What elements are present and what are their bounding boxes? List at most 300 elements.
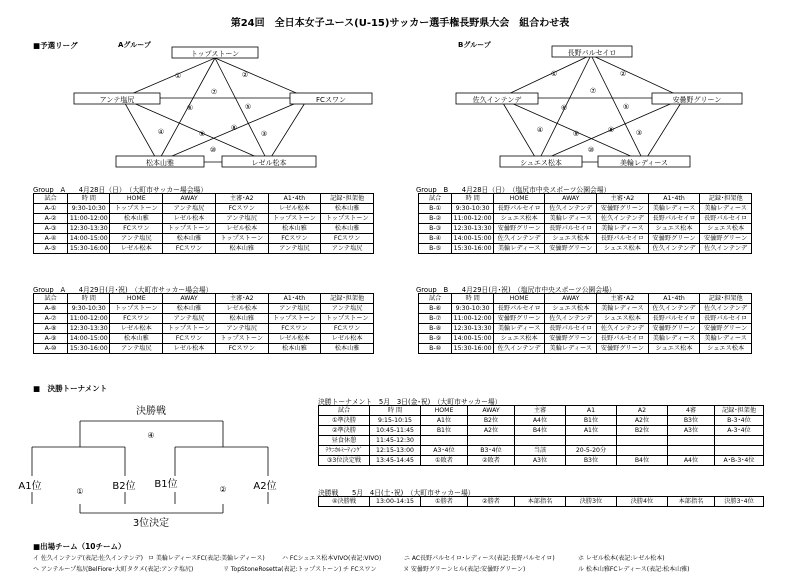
- table-row: [319, 497, 764, 507]
- column-header: 記録･担架他: [321, 194, 374, 204]
- table-cell: FCスワン: [110, 314, 163, 324]
- table-cell: B1位: [421, 426, 468, 436]
- table-cell: 松本山雅: [110, 214, 163, 224]
- table-cell: シュエス松本: [700, 344, 752, 354]
- table-cell: 松本山雅: [110, 334, 163, 344]
- table-cell: A-⑦: [34, 314, 68, 324]
- column-header: 時 間: [452, 294, 493, 304]
- table-cell: 決勝3･4位: [715, 497, 764, 507]
- table-cell: A-⑧: [34, 324, 68, 334]
- column-header: 記録･担架他: [715, 406, 764, 416]
- seed-b2: B2位: [112, 481, 136, 492]
- table-cell: 美輪レディース: [493, 244, 545, 254]
- column-header: 時 間: [370, 406, 421, 416]
- table-cell: FCスワン: [163, 244, 216, 254]
- table-cell: 長野パルセイロ: [545, 224, 597, 234]
- team-entry: ハ FCシュエス松本VIVO(表記:VIVO): [282, 555, 382, 562]
- column-header: AWAY: [163, 294, 216, 304]
- table-cell: 佐久インテンデ: [700, 244, 752, 254]
- table-cell: A1位: [566, 426, 617, 436]
- table-cell: 佐久インテンデ: [545, 314, 597, 324]
- table-cell: アンテ塩尻: [215, 324, 268, 334]
- third-place-label: 3位決定: [132, 518, 170, 529]
- table-cell: シュエス松本: [493, 334, 545, 344]
- table-cell: 松本山雅: [215, 314, 268, 324]
- group-b-teams: [456, 46, 742, 167]
- edge-label: ②: [619, 70, 627, 78]
- table-row: [34, 214, 374, 224]
- table-row: [34, 224, 374, 234]
- teams-line-2: [33, 564, 689, 573]
- table-row: [419, 244, 752, 254]
- table-cell: レゼル松本: [163, 344, 216, 354]
- table-cell: 長野パルセイロ: [545, 324, 597, 334]
- table-row: [419, 204, 752, 214]
- table-b2-caption: Group B 4月29日(月･祝) （塩尻市中央スポーツ公園会場）: [416, 286, 616, 294]
- table-cell: A4位: [668, 456, 715, 466]
- table-cell: 11:00-12:00: [68, 214, 110, 224]
- table-cell: 美輪レディース: [597, 304, 649, 314]
- column-header: 時 間: [452, 194, 493, 204]
- table-cell: [617, 436, 668, 446]
- table-cell: [515, 436, 566, 446]
- table-row: [319, 456, 764, 466]
- table-cell: B-⑤: [419, 244, 452, 254]
- table-cell: 15:30-16:00: [453, 345, 492, 352]
- table-cell: 12:30-13:30: [453, 325, 492, 332]
- edge-label: ④: [536, 126, 544, 134]
- group-b-day2-table: [418, 293, 752, 354]
- table-row: [419, 324, 752, 334]
- table-cell: トップストーン: [321, 314, 374, 324]
- table-cell: 長野パルセイロ: [597, 334, 649, 344]
- table-cell: A2位: [468, 426, 515, 436]
- table-cell: 安曇野グリーン: [700, 324, 752, 334]
- final-caption: 決勝戦 5月 4日(土･祝) （大町市サッカー場）: [318, 489, 475, 497]
- column-header: 記録･担架他: [321, 294, 374, 304]
- table-row: [34, 344, 374, 354]
- table-cell: 佐久インテンデ: [545, 204, 597, 214]
- table-cell: A-①: [34, 204, 68, 214]
- column-header: HOME: [493, 194, 545, 204]
- team-entry: リ TopStoneRosetta(表記:トップストーン): [223, 566, 342, 573]
- column-header: HOME: [421, 406, 468, 416]
- team-box: 長野パルセイロ: [567, 49, 617, 57]
- table-cell: 長野パルセイロ: [648, 214, 700, 224]
- tournament-heading: ■ 決勝トーナメント: [33, 384, 108, 393]
- column-header: 試合: [419, 294, 452, 304]
- table-cell: レゼル松本: [215, 224, 268, 234]
- table-cell: 安曇野グリーン: [493, 224, 545, 234]
- table-cell: シュエス松本: [597, 244, 649, 254]
- table-cell: A･B-3･4位: [715, 456, 764, 466]
- table-cell: 12:30-13:30: [453, 225, 492, 232]
- table-cell: 佐久インテンデ: [700, 304, 752, 314]
- table-row: [319, 416, 764, 426]
- team-box: 美輪レディース: [619, 159, 669, 167]
- table-cell: B-②: [419, 214, 452, 224]
- table-cell: 松本山雅: [268, 224, 321, 234]
- table-cell: 20-5-20分: [566, 446, 617, 456]
- table-cell: アンテ塩尻: [110, 234, 163, 244]
- column-header: AWAY: [545, 294, 597, 304]
- table-cell: FCスワン: [110, 224, 163, 234]
- table-cell: 決勝4位: [617, 497, 668, 507]
- table-cell: A-⑩: [34, 344, 68, 354]
- table-cell: B-⑥: [419, 304, 452, 314]
- table-cell: A3･4位: [421, 446, 468, 456]
- table-row: [34, 324, 374, 334]
- table-cell: トップストーン: [163, 324, 216, 334]
- table-cell: 長野パルセイロ: [700, 214, 752, 224]
- table-cell: 松本山雅: [321, 344, 374, 354]
- table-cell: 長野パルセイロ: [493, 304, 545, 314]
- table-cell: トップストーン: [163, 224, 216, 234]
- table-cell: アンテ塩尻: [321, 304, 374, 314]
- table-cell: FCスワン: [163, 334, 216, 344]
- table-cell: 9:30-10:30: [68, 304, 110, 314]
- table-cell: アンテ塩尻: [163, 314, 216, 324]
- table-cell: シュエス松本: [493, 214, 545, 224]
- table-cell: レゼル松本: [268, 334, 321, 344]
- table-cell: 松本山雅: [268, 344, 321, 354]
- group-b-diagram: [448, 44, 748, 174]
- table-cell: 佐久インテンデ: [597, 214, 649, 224]
- group-a-teams: [74, 47, 372, 167]
- table-cell: [421, 436, 468, 446]
- table-cell: 佐久インテンデ: [648, 304, 700, 314]
- table-cell: アンテ塩尻: [321, 244, 374, 254]
- column-header: 主審･A2: [597, 294, 649, 304]
- table-cell: レゼル松本: [163, 214, 216, 224]
- table-cell: ③3位決定戦: [319, 456, 370, 466]
- teams-line-1: [33, 553, 665, 562]
- table-cell: FCスワン: [321, 234, 374, 244]
- table-cell: A-⑨: [34, 334, 68, 344]
- table-cell: 9:30-10:30: [68, 204, 110, 214]
- table-cell: B3位: [668, 416, 715, 426]
- table-row: [419, 334, 752, 344]
- table-cell: B2位: [468, 416, 515, 426]
- table-cell: シュエス松本: [545, 234, 597, 244]
- knockout-caption: 決勝トーナメント 5月 3日(金･祝) （大町市サッカー場）: [318, 398, 502, 406]
- team-box: FCスワン: [316, 96, 346, 104]
- table-cell: 松本山雅: [163, 304, 216, 314]
- table-cell: A-⑤: [34, 244, 68, 254]
- table-cell: [715, 446, 764, 456]
- table-cell: A2位: [617, 416, 668, 426]
- table-cell: 松本山雅: [163, 234, 216, 244]
- edge-label: ⑧: [230, 124, 238, 132]
- edge-label: ③: [635, 129, 643, 137]
- column-header: 記録･担架他: [700, 294, 752, 304]
- tournament-bracket: [10, 400, 300, 535]
- edge-label: ③: [260, 130, 268, 138]
- table-cell: レゼル松本: [110, 324, 163, 334]
- table-a2-caption: Group A 4月29日(月･祝) （大町市サッカー場会場）: [33, 286, 213, 294]
- edge-label: ⑥: [186, 104, 194, 112]
- edge-label: ①: [174, 72, 182, 80]
- table-cell: ②敗者: [468, 456, 515, 466]
- team-entry: ヘ アンテループ塩尻BelFiore･大町タクメ(表記:アンテ塩尻): [33, 566, 194, 573]
- table-cell: ②準決勝: [319, 426, 370, 436]
- table-cell: [668, 446, 715, 456]
- table-cell: 15:30-16:00: [68, 344, 110, 354]
- table-cell: 本部指名: [515, 497, 566, 507]
- table-cell: 9:30-10:30: [452, 304, 493, 314]
- table-cell: 12:15-13:00: [370, 446, 421, 456]
- column-header: A2: [617, 406, 668, 416]
- table-cell: レゼル松本: [321, 334, 374, 344]
- table-cell: 美輪レディース: [597, 224, 649, 234]
- table-row: [34, 314, 374, 324]
- table-cell: シュエス松本: [700, 224, 752, 234]
- table-cell: 14:00-15:00: [453, 335, 492, 342]
- table-cell: レゼル松本: [268, 204, 321, 214]
- team-box: レゼル松本: [251, 159, 287, 167]
- team-box: アンテ塩尻: [99, 96, 135, 104]
- team-box: 松本山雅: [146, 159, 174, 167]
- table-cell: アンテ塩尻: [268, 244, 321, 254]
- table-cell: トップストーン: [268, 314, 321, 324]
- column-header: 時 間: [68, 194, 110, 204]
- table-cell: 13:00-14:15: [370, 497, 421, 507]
- column-header: 主審･A2: [215, 194, 268, 204]
- table-cell: B-③: [419, 224, 452, 234]
- table-cell: トップストーン: [215, 334, 268, 344]
- edge-label: ⑩: [209, 146, 217, 154]
- table-cell: 11:00-12:00: [68, 314, 110, 324]
- table-cell: 美輪レディース: [700, 334, 752, 344]
- team-box: トップストーン: [190, 50, 240, 58]
- table-cell: アンテ塩尻: [110, 344, 163, 354]
- table-cell: 美輪レディース: [545, 344, 597, 354]
- table-cell: 11:00-12:00: [453, 315, 492, 322]
- league-heading: ■予選リーグ: [33, 41, 78, 50]
- table-cell: B-3･4位: [715, 416, 764, 426]
- table-cell: ④決勝戦: [319, 497, 370, 507]
- table-a1-caption: Group A 4月28日（日） （大町市サッカー場会場）: [33, 186, 208, 194]
- teams-heading: ■出場チーム（10チーム）: [33, 542, 126, 551]
- column-header: 時 間: [68, 294, 110, 304]
- column-header: 試合: [34, 194, 68, 204]
- table-cell: トップストーン: [321, 214, 374, 224]
- column-header: AWAY: [545, 194, 597, 204]
- table-cell: [566, 436, 617, 446]
- table-row: [319, 436, 764, 446]
- table-cell: A3位: [515, 456, 566, 466]
- seed-a1: A1位: [18, 481, 42, 492]
- table-cell: トップストーン: [268, 214, 321, 224]
- table-cell: 12:30-13:30: [68, 324, 110, 334]
- table-cell: 安曇野グリーン: [545, 334, 597, 344]
- edge-label: ⑦: [589, 87, 597, 95]
- table-cell: ①勝者: [421, 497, 468, 507]
- table-row: [419, 224, 752, 234]
- team-entry: ル 松本山雅FCレディース(表記:松本山雅): [578, 566, 690, 573]
- table-cell: 松本山雅: [215, 244, 268, 254]
- table-cell: 長野パルセイロ: [493, 204, 545, 214]
- team-entry: ロ 美輪レディースFC(表記:美輪レディース): [148, 555, 265, 562]
- team-box: 安曇野グリーン: [672, 96, 722, 104]
- table-cell: ﾃｸﾆｶﾙﾐｰﾃｨﾝｸﾞ: [319, 446, 370, 456]
- table-cell: FCスワン: [321, 324, 374, 334]
- table-cell: アンテ塩尻: [215, 214, 268, 224]
- table-cell: 長野パルセイロ: [700, 314, 752, 324]
- column-header: 記録･担架他: [700, 194, 752, 204]
- table-cell: アンテ塩尻: [268, 304, 321, 314]
- table-cell: 15:30-16:00: [453, 245, 492, 252]
- group-a-label: Aグループ: [118, 41, 151, 49]
- table-row: [34, 304, 374, 314]
- column-header: A1･4th: [268, 194, 321, 204]
- team-box: 佐久インテンデ: [472, 96, 522, 104]
- table-cell: B-⑨: [419, 334, 452, 344]
- table-cell: 長野パルセイロ: [597, 234, 649, 244]
- table-cell: シュエス松本: [545, 304, 597, 314]
- team-entry: ニ AC長野パルセイロ･レディース(表記:長野パルセイロ): [404, 555, 555, 562]
- table-cell: B-⑦: [419, 314, 452, 324]
- edge-label: ⑨: [572, 130, 580, 138]
- table-cell: A1位: [421, 416, 468, 426]
- group-a-day1-table: [33, 193, 374, 254]
- final-table: [318, 496, 764, 507]
- table-row: [34, 334, 374, 344]
- column-header: A1･4th: [268, 294, 321, 304]
- table-row: [34, 244, 374, 254]
- table-cell: A4位: [515, 416, 566, 426]
- column-header: AWAY: [163, 194, 216, 204]
- column-header: 試合: [319, 406, 370, 416]
- table-cell: 10:45-11:45: [370, 426, 421, 436]
- team-entry: ホ レゼル松本(表記:レゼル松本): [578, 555, 665, 562]
- table-cell: 11:00-12:00: [453, 215, 492, 222]
- table-cell: B2位: [617, 426, 668, 436]
- column-header: A1･4th: [648, 194, 700, 204]
- table-row: [419, 304, 752, 314]
- table-cell: [468, 436, 515, 446]
- table-cell: ①敗者: [421, 456, 468, 466]
- column-header: AWAY: [468, 406, 515, 416]
- table-cell: 安曇野グリーン: [700, 234, 752, 244]
- table-b1-caption: Group B 4月28日（日） （塩尻市中央スポーツ公園会場）: [416, 186, 611, 194]
- page-title: 第24回 全日本女子ユース(U-15)サッカー選手権長野県大会 組合わせ表: [230, 18, 570, 29]
- table-cell: 松本山雅: [321, 204, 374, 214]
- table-cell: ①準決勝: [319, 416, 370, 426]
- edge-label: ①: [550, 70, 558, 78]
- table-cell: A-③: [34, 224, 68, 234]
- table-row: [319, 426, 764, 436]
- table-cell: B4位: [617, 456, 668, 466]
- table-cell: [715, 436, 764, 446]
- table-cell: 14:00-15:00: [453, 235, 492, 242]
- table-cell: B3･4位: [468, 446, 515, 456]
- column-header: 4審: [668, 406, 715, 416]
- table-cell: 佐久インテンデ: [493, 234, 545, 244]
- table-cell: A-⑥: [34, 304, 68, 314]
- table-row: [34, 234, 374, 244]
- table-cell: レゼル松本: [110, 244, 163, 254]
- table-cell: 美輪レディース: [545, 214, 597, 224]
- table-cell: A-②: [34, 214, 68, 224]
- table-cell: 14:00-15:00: [68, 234, 110, 244]
- table-cell: 安曇野グリーン: [493, 314, 545, 324]
- column-header: HOME: [110, 194, 163, 204]
- group-a-day2-table: [33, 293, 374, 354]
- table-row: [419, 344, 752, 354]
- table-cell: 決勝3位: [566, 497, 617, 507]
- team-entry: チ FCスワン: [343, 566, 377, 573]
- table-cell: 13:45-14:45: [370, 456, 421, 466]
- team-entry: イ 佐久インテンデ(表記:佐久インテンデ): [33, 555, 144, 562]
- table-row: [419, 214, 752, 224]
- table-cell: 11:45-12:30: [370, 436, 421, 446]
- table-cell: 佐久インテンデ: [493, 344, 545, 354]
- column-header: 主審: [515, 406, 566, 416]
- edge-label: ②: [241, 71, 249, 79]
- table-cell: 当該: [515, 446, 566, 456]
- edge-label: ⑤: [622, 103, 630, 111]
- table-cell: 昼食休憩: [319, 436, 370, 446]
- seed-b1: B1位: [154, 479, 178, 490]
- table-cell: FCスワン: [215, 344, 268, 354]
- table-cell: 佐久インテンデ: [648, 244, 700, 254]
- edge-label: ④: [157, 128, 165, 136]
- table-row: [34, 204, 374, 214]
- table-cell: アンテ塩尻: [163, 204, 216, 214]
- table-cell: B-①: [419, 204, 452, 214]
- table-cell: 佐久インテンデ: [597, 324, 649, 334]
- table-cell: FCスワン: [268, 234, 321, 244]
- table-cell: 12:30-13:30: [68, 224, 110, 234]
- table-cell: 松本山雅: [321, 224, 374, 234]
- table-cell: シュエス松本: [597, 314, 649, 324]
- table-cell: 安曇野グリーン: [648, 324, 700, 334]
- edge-label: ⑦: [210, 88, 218, 96]
- table-cell: 美輪レディース: [648, 204, 700, 214]
- table-cell: 安曇野グリーン: [545, 244, 597, 254]
- column-header: HOME: [493, 294, 545, 304]
- final-label: 決勝戦: [136, 406, 166, 417]
- table-cell: [668, 436, 715, 446]
- seed-a2: A2位: [253, 481, 277, 492]
- semi2-number: ②: [219, 485, 227, 494]
- column-header: 試合: [34, 294, 68, 304]
- column-header: 試合: [419, 194, 452, 204]
- table-cell: 美輪レディース: [648, 334, 700, 344]
- table-cell: A-④: [34, 234, 68, 244]
- table-cell: トップストーン: [110, 304, 163, 314]
- table-cell: 14:00-15:00: [68, 334, 110, 344]
- group-b-label: Bグループ: [458, 41, 491, 49]
- table-cell: トップストーン: [215, 234, 268, 244]
- final-match-number: ④: [147, 431, 155, 440]
- table-cell: 9:30-10:30: [452, 204, 493, 214]
- table-cell: 15:30-16:00: [68, 244, 110, 254]
- team-box: シュエス松本: [520, 159, 562, 167]
- table-cell: A3位: [668, 426, 715, 436]
- table-cell: B-⑧: [419, 324, 452, 334]
- table-cell: 美輪レディース: [700, 204, 752, 214]
- column-header: A1: [566, 406, 617, 416]
- table-cell: A-3･4位: [715, 426, 764, 436]
- column-header: 主審･A2: [215, 294, 268, 304]
- table-cell: 安曇野グリーン: [597, 204, 649, 214]
- table-cell: B4位: [515, 426, 566, 436]
- team-entry: ヌ 安曇野グリーンヒル(表記:安曇野グリーン): [403, 566, 526, 573]
- table-row: [419, 234, 752, 244]
- table-cell: 長野パルセイロ: [648, 314, 700, 324]
